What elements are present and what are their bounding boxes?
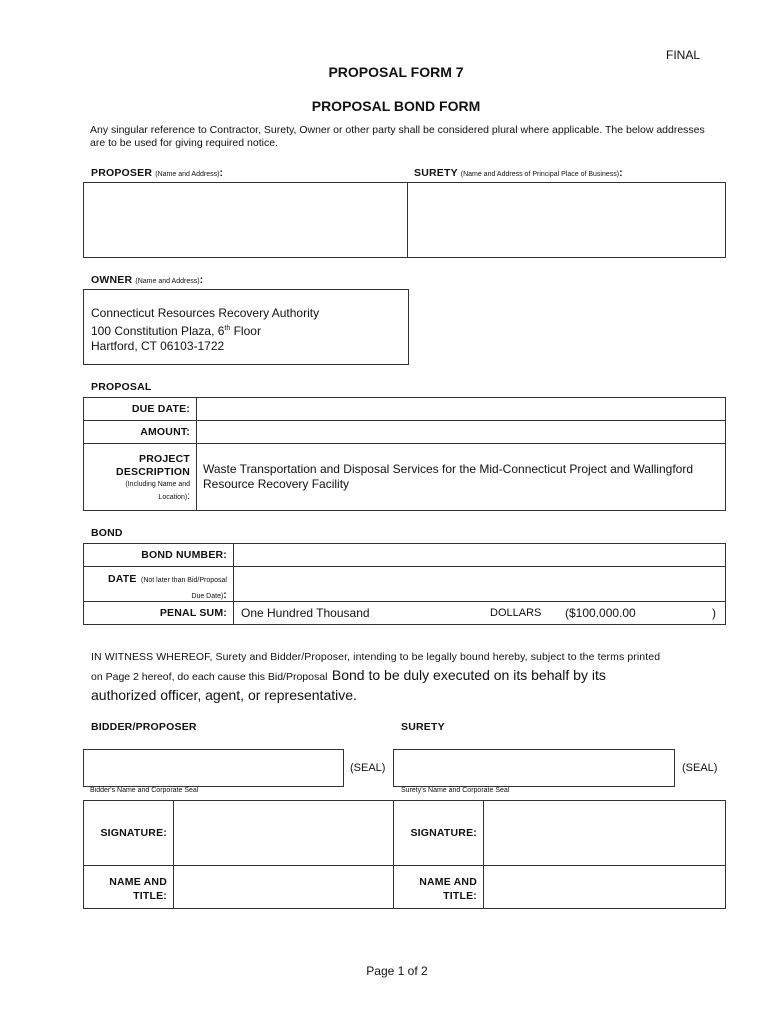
witness-text: IN WITNESS WHEREOF, Surety and Bidder/Proposer, intending to be legally bound hereby, subject to the terms printed on Page 2 hereof, do each cause this Bid/Proposal Bond to be duly executed on its behalf by its authorized officer, agent, or representative. — [91, 651, 661, 703]
final-label: FINAL — [666, 48, 701, 62]
penal-sum-label: PENAL SUM: — [159, 607, 227, 619]
bond-date-label: DATE (Not later than Bid/Proposal Due Date): — [107, 573, 227, 601]
surety-name-seal-field[interactable] — [393, 749, 675, 787]
project-description-value[interactable]: Waste Transportation and Disposal Services for the Mid-Connecticut Project and Wallingford Resource Recovery Facility — [203, 462, 694, 491]
owner-line-1: Connecticut Resources Recovery Authority — [91, 306, 320, 320]
surety-signature-label: SIGNATURE: — [410, 827, 477, 839]
bond-heading: BOND — [91, 527, 123, 539]
owner-address — [91, 306, 319, 354]
bidder-name-seal-field[interactable] — [83, 749, 344, 787]
bond-number-field[interactable] — [234, 544, 725, 566]
proposer-label: PROPOSER (Name and Address): — [91, 167, 224, 179]
due-date-label: DUE DATE: — [131, 403, 190, 415]
proposer-field[interactable] — [84, 183, 407, 257]
surety-caption: Surety's Name and Corporate Seal — [401, 787, 510, 794]
amount-field[interactable] — [197, 421, 725, 443]
bond-date-field[interactable] — [234, 567, 725, 601]
form-title: PROPOSAL BOND FORM — [311, 98, 481, 114]
proposal-heading: PROPOSAL — [91, 381, 152, 393]
surety-name-title-field[interactable] — [484, 866, 725, 908]
surety-heading: SURETY — [401, 721, 445, 733]
penal-sum-close: ) — [712, 606, 716, 620]
surety-field[interactable] — [408, 183, 725, 257]
notice-text: Any singular reference to Contractor, Surety, Owner or other party shall be considered plural where applicable. The below addresses are to be used for giving required notice. — [90, 124, 705, 149]
bidder-signature-field[interactable] — [174, 801, 393, 865]
owner-line-3: Hartford, CT 06103-1722 — [91, 339, 225, 353]
divider — [84, 443, 725, 444]
amount-label: AMOUNT: — [140, 426, 190, 438]
surety-seal-label: (SEAL) — [682, 762, 718, 774]
due-date-field[interactable] — [197, 398, 725, 420]
owner-label: OWNER (Name and Address): — [91, 274, 204, 286]
signature-table — [83, 800, 726, 909]
dollars-label: DOLLARS — [490, 607, 542, 619]
surety-signature-field[interactable] — [484, 801, 725, 865]
bidder-heading: BIDDER/PROPOSER — [91, 721, 197, 733]
bidder-name-title-label: NAME AND TITLE: — [109, 876, 167, 902]
owner-line-2: 100 Constitution Plaza, 6th Floor — [91, 324, 261, 338]
bond-number-label: BOND NUMBER: — [141, 549, 227, 561]
bidder-caption: Bidder's Name and Corporate Seal — [90, 787, 199, 794]
page-number: Page 1 of 2 — [366, 964, 428, 978]
penal-sum-words[interactable]: One Hundred Thousand — [241, 606, 370, 620]
surety-name-title-label: NAME AND TITLE: — [419, 876, 477, 902]
bidder-name-title-field[interactable] — [174, 866, 393, 908]
proposer-surety-box — [83, 182, 726, 258]
form-number: PROPOSAL FORM 7 — [328, 64, 464, 80]
project-description-label: PROJECT DESCRIPTION (Including Name and Location): — [116, 453, 190, 502]
bond-table — [83, 543, 726, 625]
proposal-table — [83, 397, 726, 511]
penal-sum-amount[interactable]: ($100.000.00 — [565, 606, 636, 620]
owner-box — [83, 289, 409, 365]
bidder-seal-label: (SEAL) — [350, 762, 386, 774]
surety-label: SURETY (Name and Address of Principal Place of Business): — [414, 167, 623, 179]
bidder-signature-label: SIGNATURE: — [100, 827, 167, 839]
